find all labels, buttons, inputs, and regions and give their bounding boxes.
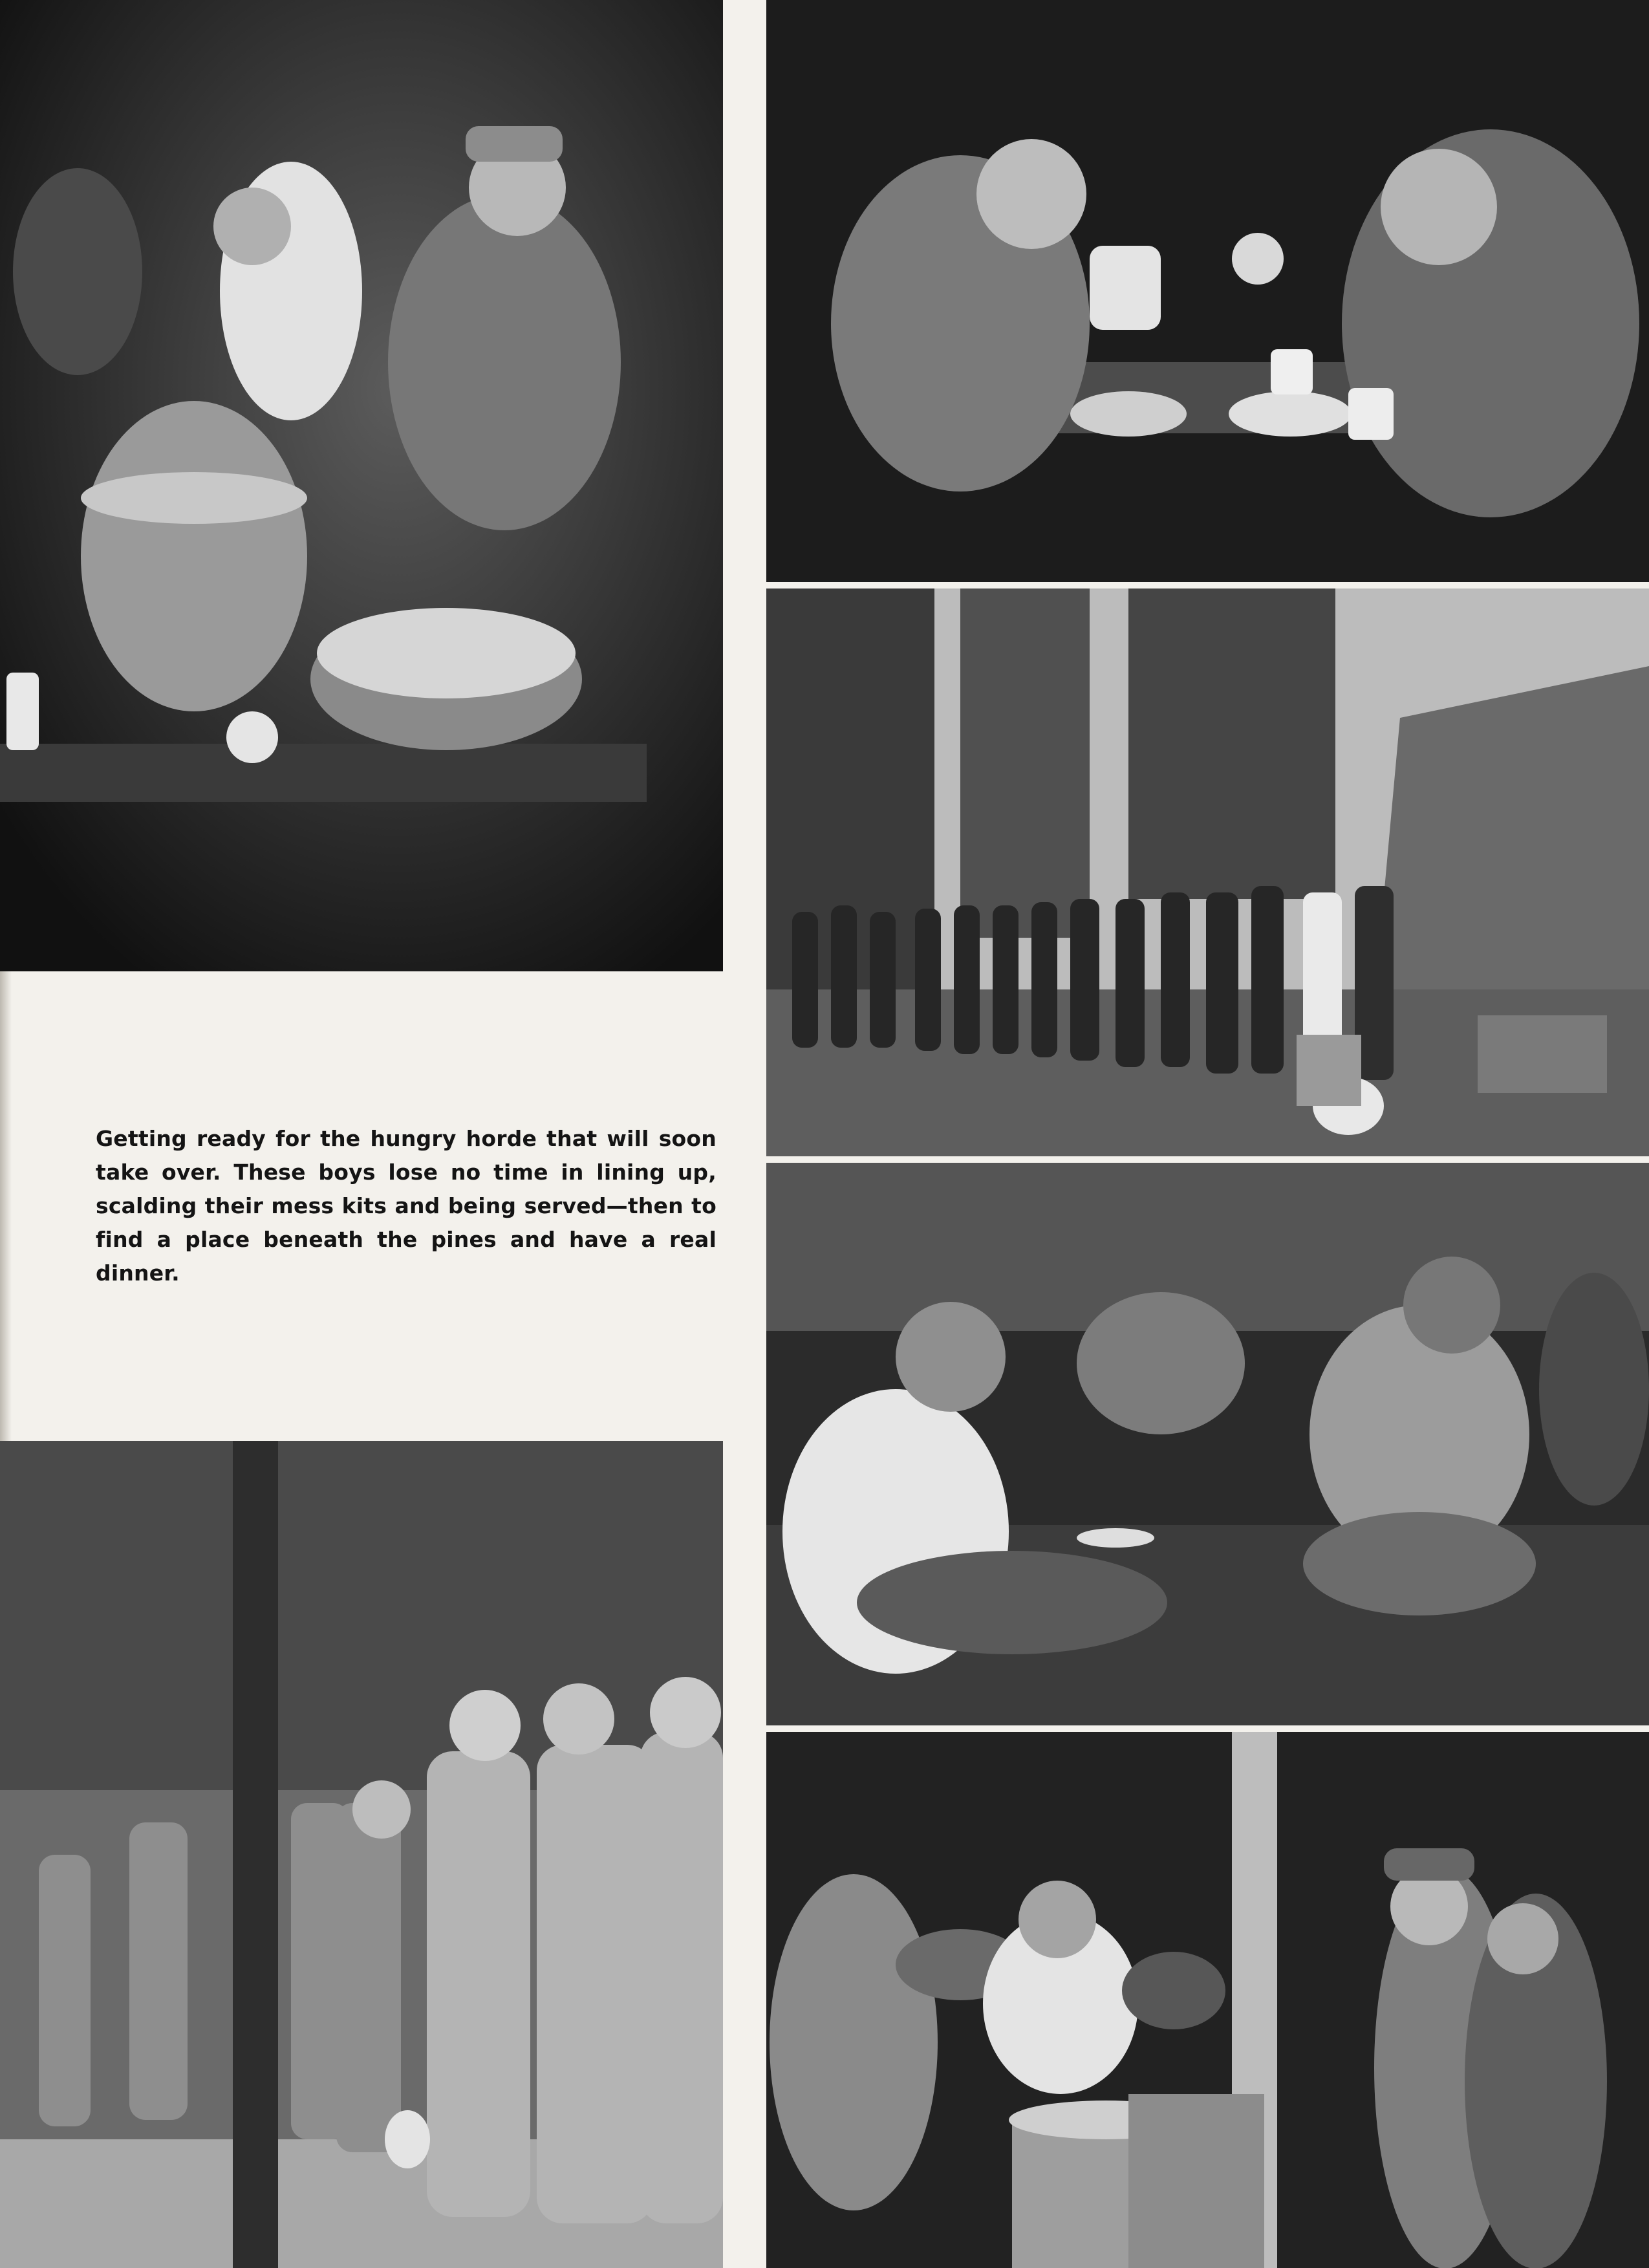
photo-officers-dining (766, 0, 1649, 582)
photo-eating-under-pines (766, 1163, 1649, 1725)
photo-cooks-serving (0, 0, 723, 971)
photo-soldiers-in-line (0, 1441, 723, 2268)
photo-chow-line-tent (766, 589, 1649, 1156)
photo-caption: Getting ready for the hungry horde that will soon take over. These boys lose no time in lining up, scalding their mess kits and being served—then to find a place beneath the pines and have a real dinner. (96, 1126, 717, 1286)
photo-serving-station (766, 1732, 1649, 2268)
